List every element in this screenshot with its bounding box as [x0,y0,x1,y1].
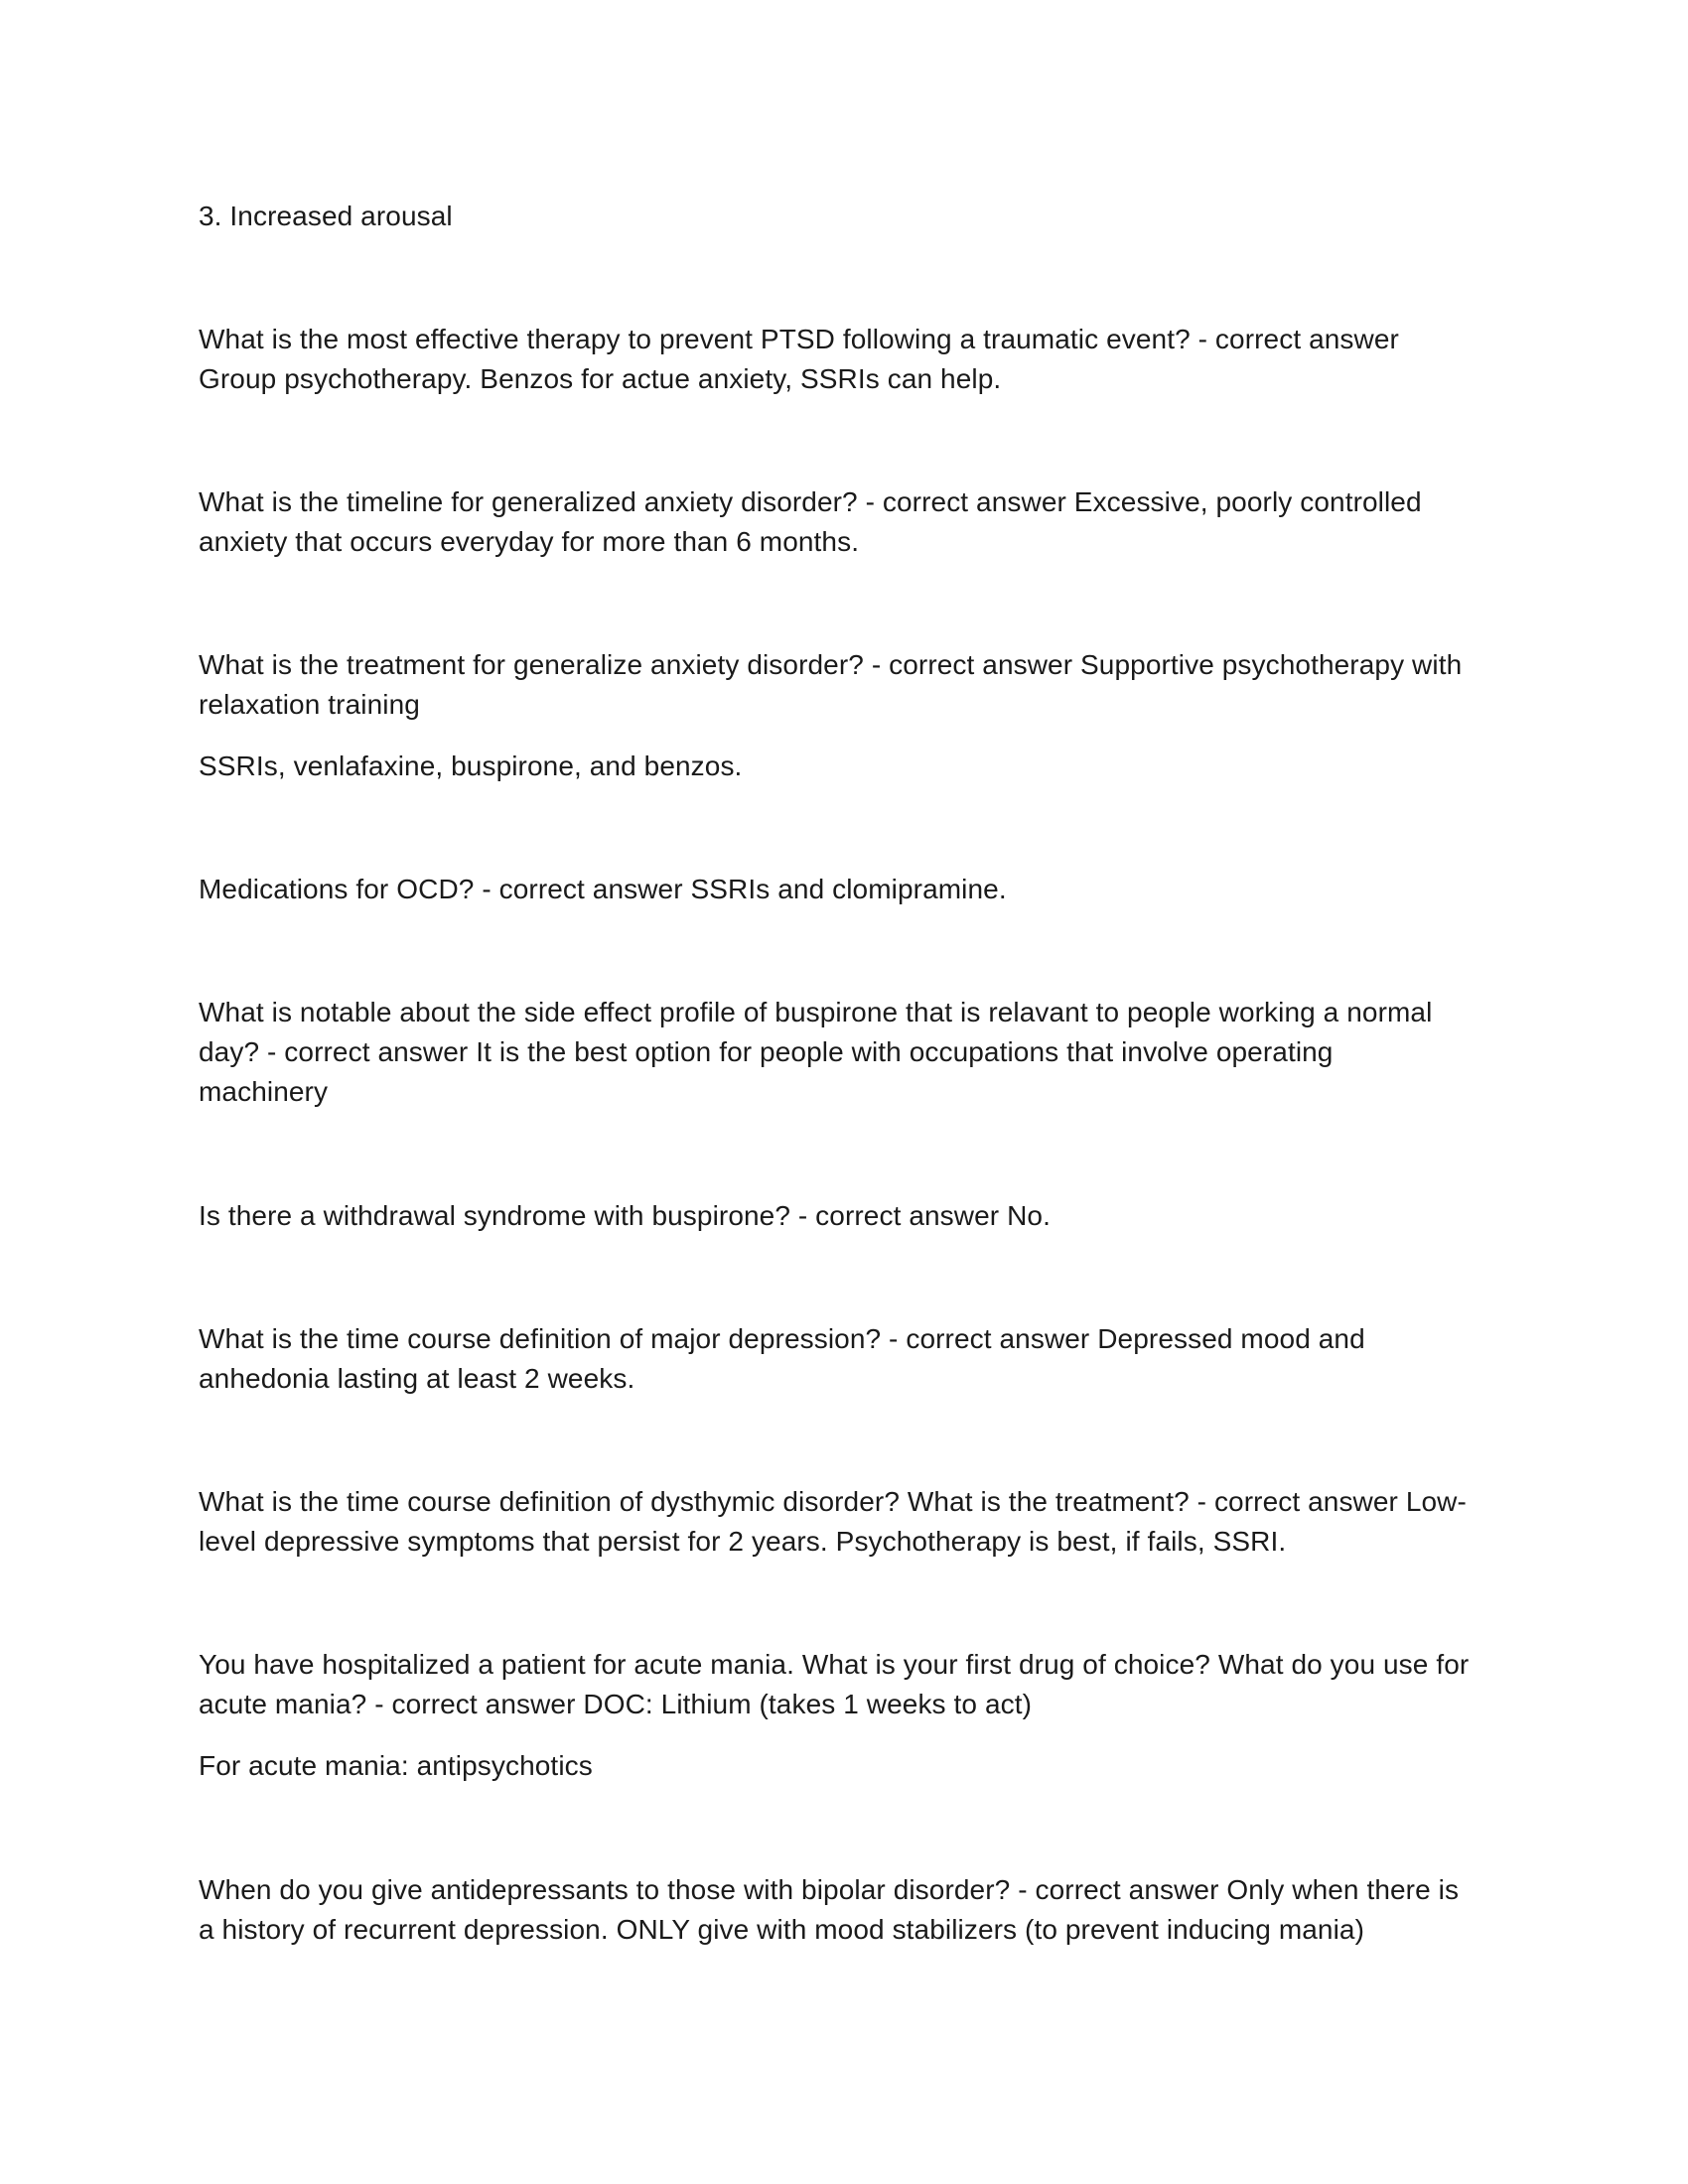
qa-line: What is the time course definition of major depression? - correct answer Depressed mood and [199,1323,1365,1354]
qa-line: What is the time course definition of dysthymic disorder? What is the treatment? - correct answer Low- [199,1486,1467,1517]
qa-line: Is there a withdrawal syndrome with buspirone? - correct answer No. [199,1200,1051,1231]
qa-line: What is the most effective therapy to prevent PTSD following a traumatic event? - correct answer [199,324,1399,354]
qa-line: SSRIs, venlafaxine, buspirone, and benzos. [199,751,743,781]
qa-line: anhedonia lasting at least 2 weeks. [199,1363,635,1394]
qa-line: What is the treatment for generalize anxiety disorder? - correct answer Supportive psychotherapy with [199,649,1463,680]
qa-line: level depressive symptoms that persist for 2 years. Psychotherapy is best, if fails, SSRI. [199,1526,1287,1557]
qa-line: machinery [199,1076,329,1107]
qa-line: Medications for OCD? - correct answer SSRIs and clomipramine. [199,874,1007,904]
qa-line: You have hospitalized a patient for acute mania. What is your first drug of choice? What do you use for [199,1649,1470,1680]
qa-line: anxiety that occurs everyday for more than 6 months. [199,526,860,557]
qa-line: relaxation training [199,689,420,720]
qa-line: For acute mania: antipsychotics [199,1750,593,1781]
qa-line: acute mania? - correct answer DOC: Lithium (takes 1 weeks to act) [199,1689,1033,1719]
section-heading: 3. Increased arousal [199,201,453,231]
qa-line: What is the timeline for generalized anxiety disorder? - correct answer Excessive, poorly controlled [199,486,1422,517]
qa-line: Group psychotherapy. Benzos for actue anxiety, SSRIs can help. [199,363,1002,394]
qa-line: day? - correct answer It is the best option for people with occupations that involve operating [199,1036,1334,1067]
qa-line: a history of recurrent depression. ONLY give with mood stabilizers (to prevent inducing mania) [199,1914,1365,1945]
qa-line: What is notable about the side effect profile of buspirone that is relavant to people working a normal [199,997,1433,1027]
qa-line: When do you give antidepressants to those with bipolar disorder? - correct answer Only when there is [199,1874,1460,1905]
